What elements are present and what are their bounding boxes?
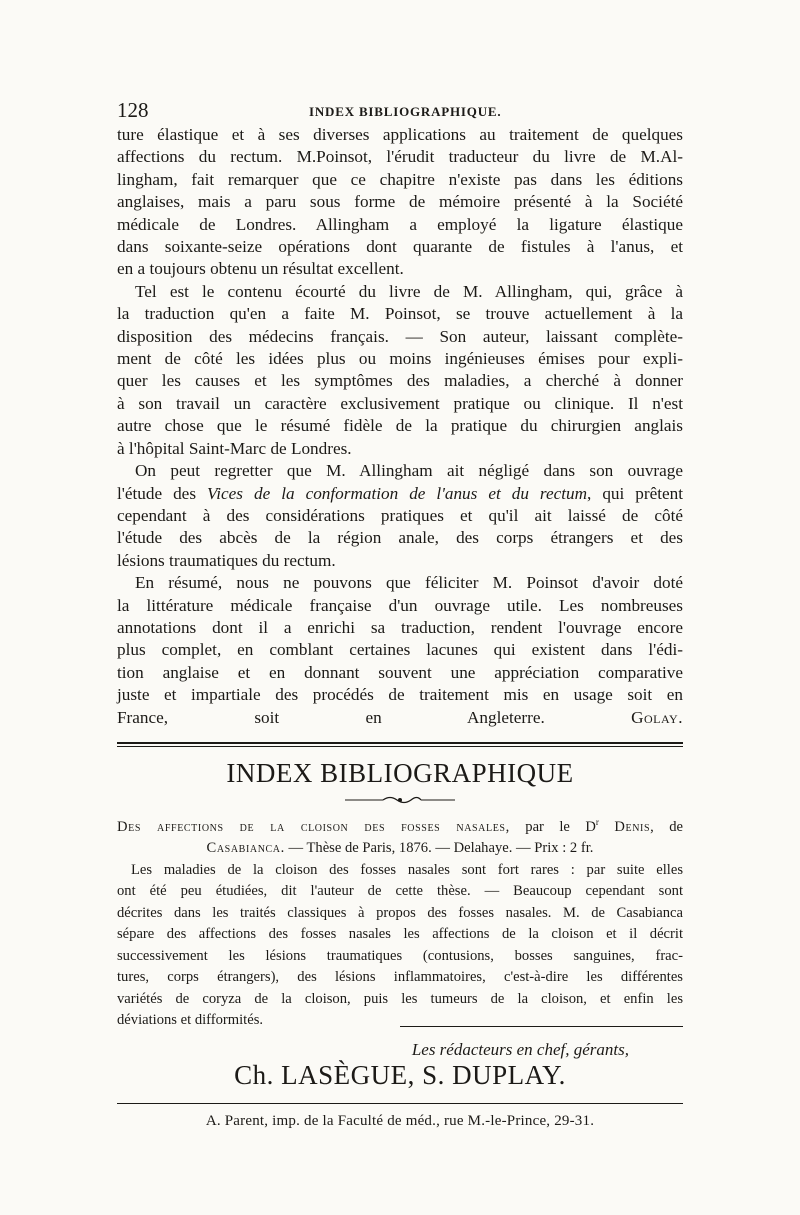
entry-by-sup: r [595, 817, 599, 827]
abstract-line: successivement les lésions traumatiques (contusions, bosses sanguines, frac- [117, 947, 683, 964]
page-number: 128 [117, 98, 149, 122]
text-line: dans soixante-seize opérations dont quarante de fistules à l'anus, et [117, 237, 683, 257]
editors-names: Ch. LASÈGUE, S. DUPLAY. [234, 1060, 566, 1090]
text-line: à l'hôpital Saint-Marc de Londres. [117, 438, 352, 458]
text-line: autre chose que le résumé fidèle de la pratique du chirurgien anglais [117, 416, 683, 436]
text-fragment: , qui prêtent [587, 483, 684, 503]
cited-title: Vices de la conformation de l'anus et du rectum [207, 483, 588, 503]
review-text [117, 124, 683, 729]
text-line: On peut regretter que M. Allingham ait négligé dans son ouvrage [135, 461, 683, 481]
footer-divider [117, 1103, 683, 1104]
text-line: médicale de Londres. Allingham a employé la ligature élastique [117, 214, 683, 234]
short-divider [400, 1026, 683, 1027]
abstract-line: Les maladies de la cloison des fosses nasales sont fort rares : par suite elles [131, 861, 683, 878]
text-line: affections du rectum. M.Poinsot, l'érudit traducteur du livre de M.Al- [117, 147, 683, 167]
abstract-line: déviations et difformités. [117, 1012, 264, 1029]
text-line: En résumé, nous ne pouvons que féliciter M. Poinsot d'avoir doté [135, 573, 683, 593]
entry-author-name: Casabianca. [206, 840, 285, 857]
text-line: juste et impartiale des procédés de traitement mis en usage soit en [117, 685, 683, 705]
text-line: ment de côté les idées plus ou moins ingénieuses émises pour expli- [117, 349, 683, 369]
text-line: à son travail un caractère exclusivement pratique ou clinique. Il n'est [117, 393, 683, 413]
bibliography-entry [117, 812, 683, 1032]
abstract-line: tures, corps étrangers), des lésions inflammatoires, c'est-à-dire les différentes [117, 969, 683, 986]
abstract-line: décrites dans les traités classiques à propos des fosses nasales. M. de Casabianca [117, 904, 683, 921]
entry-author: Denis [614, 818, 651, 835]
entry-title-line [117, 812, 683, 838]
printer-imprint: A. Parent, imp. de la Faculté de méd., rue M.-le-Prince, 29-31. [205, 1113, 595, 1129]
abstract-line: variétés de coryza de la cloison, puis les tumeurs de la cloison, et enfin les [117, 990, 683, 1007]
text-line: la traduction qu'en a faite M. Poinsot, se trouve actuellement à la [117, 304, 683, 324]
text-line: plus complet, en comblant certaines lacunes qui existent dans l'édi- [117, 640, 683, 660]
entry-details: — Thèse de Paris, 1876. — Delahaye. — Prix : 2 fr. [288, 840, 594, 857]
text-line: ture élastique et à ses diverses applications au traitement de quelques [117, 125, 683, 144]
ornament-flourish [345, 795, 455, 805]
text-line: anglaises, mais a paru sous forme de mémoire présenté à la Société [117, 192, 683, 212]
running-title: INDEX BIBLIOGRAPHIQUE. [309, 104, 502, 119]
reviewer-signature: Golay. [631, 707, 683, 727]
running-head [117, 98, 683, 124]
text-line: tion anglaise et en donnant souvent une appréciation comparative [117, 662, 683, 682]
text-line: lésions traumatiques du rectum. [117, 550, 336, 570]
section-divider [117, 742, 683, 744]
text-line: cependant à des considérations pratiques et qu'il ait laissé de côté [117, 505, 683, 525]
text-line: annotations dont il a enrichi sa traduction, rendent l'ouvrage encore [117, 617, 683, 637]
text-line: l'étude des abcès de la région anale, des corps étrangers et des [117, 528, 683, 548]
text-line: la littérature médicale française d'un ouvrage utile. Les nombreuses [117, 595, 683, 615]
text-line: quer les causes et les symptômes des maladies, a cherché à donner [117, 371, 683, 391]
editors-label: Les rédacteurs en chef, gérants, [411, 1040, 629, 1059]
section-divider [117, 746, 683, 747]
text-fragment: France, soit en Angleterre. [117, 707, 545, 727]
entry-author-sep: , de [650, 818, 683, 835]
text-line: disposition des médecins français. — Son auteur, laissant complète- [117, 326, 683, 346]
abstract-line: ont été peu étudiées, dit l'auteur de cette thèse. — Beaucoup cependant sont [117, 883, 683, 900]
text-line: Tel est le contenu écourté du livre de M. Allingham, qui, grâce à [135, 281, 683, 301]
entry-title: Des affections de la cloison des fosses nasales, [117, 818, 510, 835]
abstract-line: sépare des affections des fosses nasales les affections de la cloison et il décrit [117, 926, 683, 943]
page-body [117, 98, 683, 729]
text-fragment: l'étude des [117, 483, 197, 503]
entry-details-line [117, 838, 683, 860]
entry-by: par le D [525, 818, 596, 835]
signature-line [117, 707, 683, 729]
text-line-with-title [117, 483, 683, 505]
index-heading: INDEX BIBLIOGRAPHIQUE [226, 758, 574, 788]
text-line: en a toujours obtenu un résultat excellent. [117, 259, 404, 279]
text-line: lingham, fait remarquer que ce chapitre n'existe pas dans les éditions [117, 169, 683, 189]
